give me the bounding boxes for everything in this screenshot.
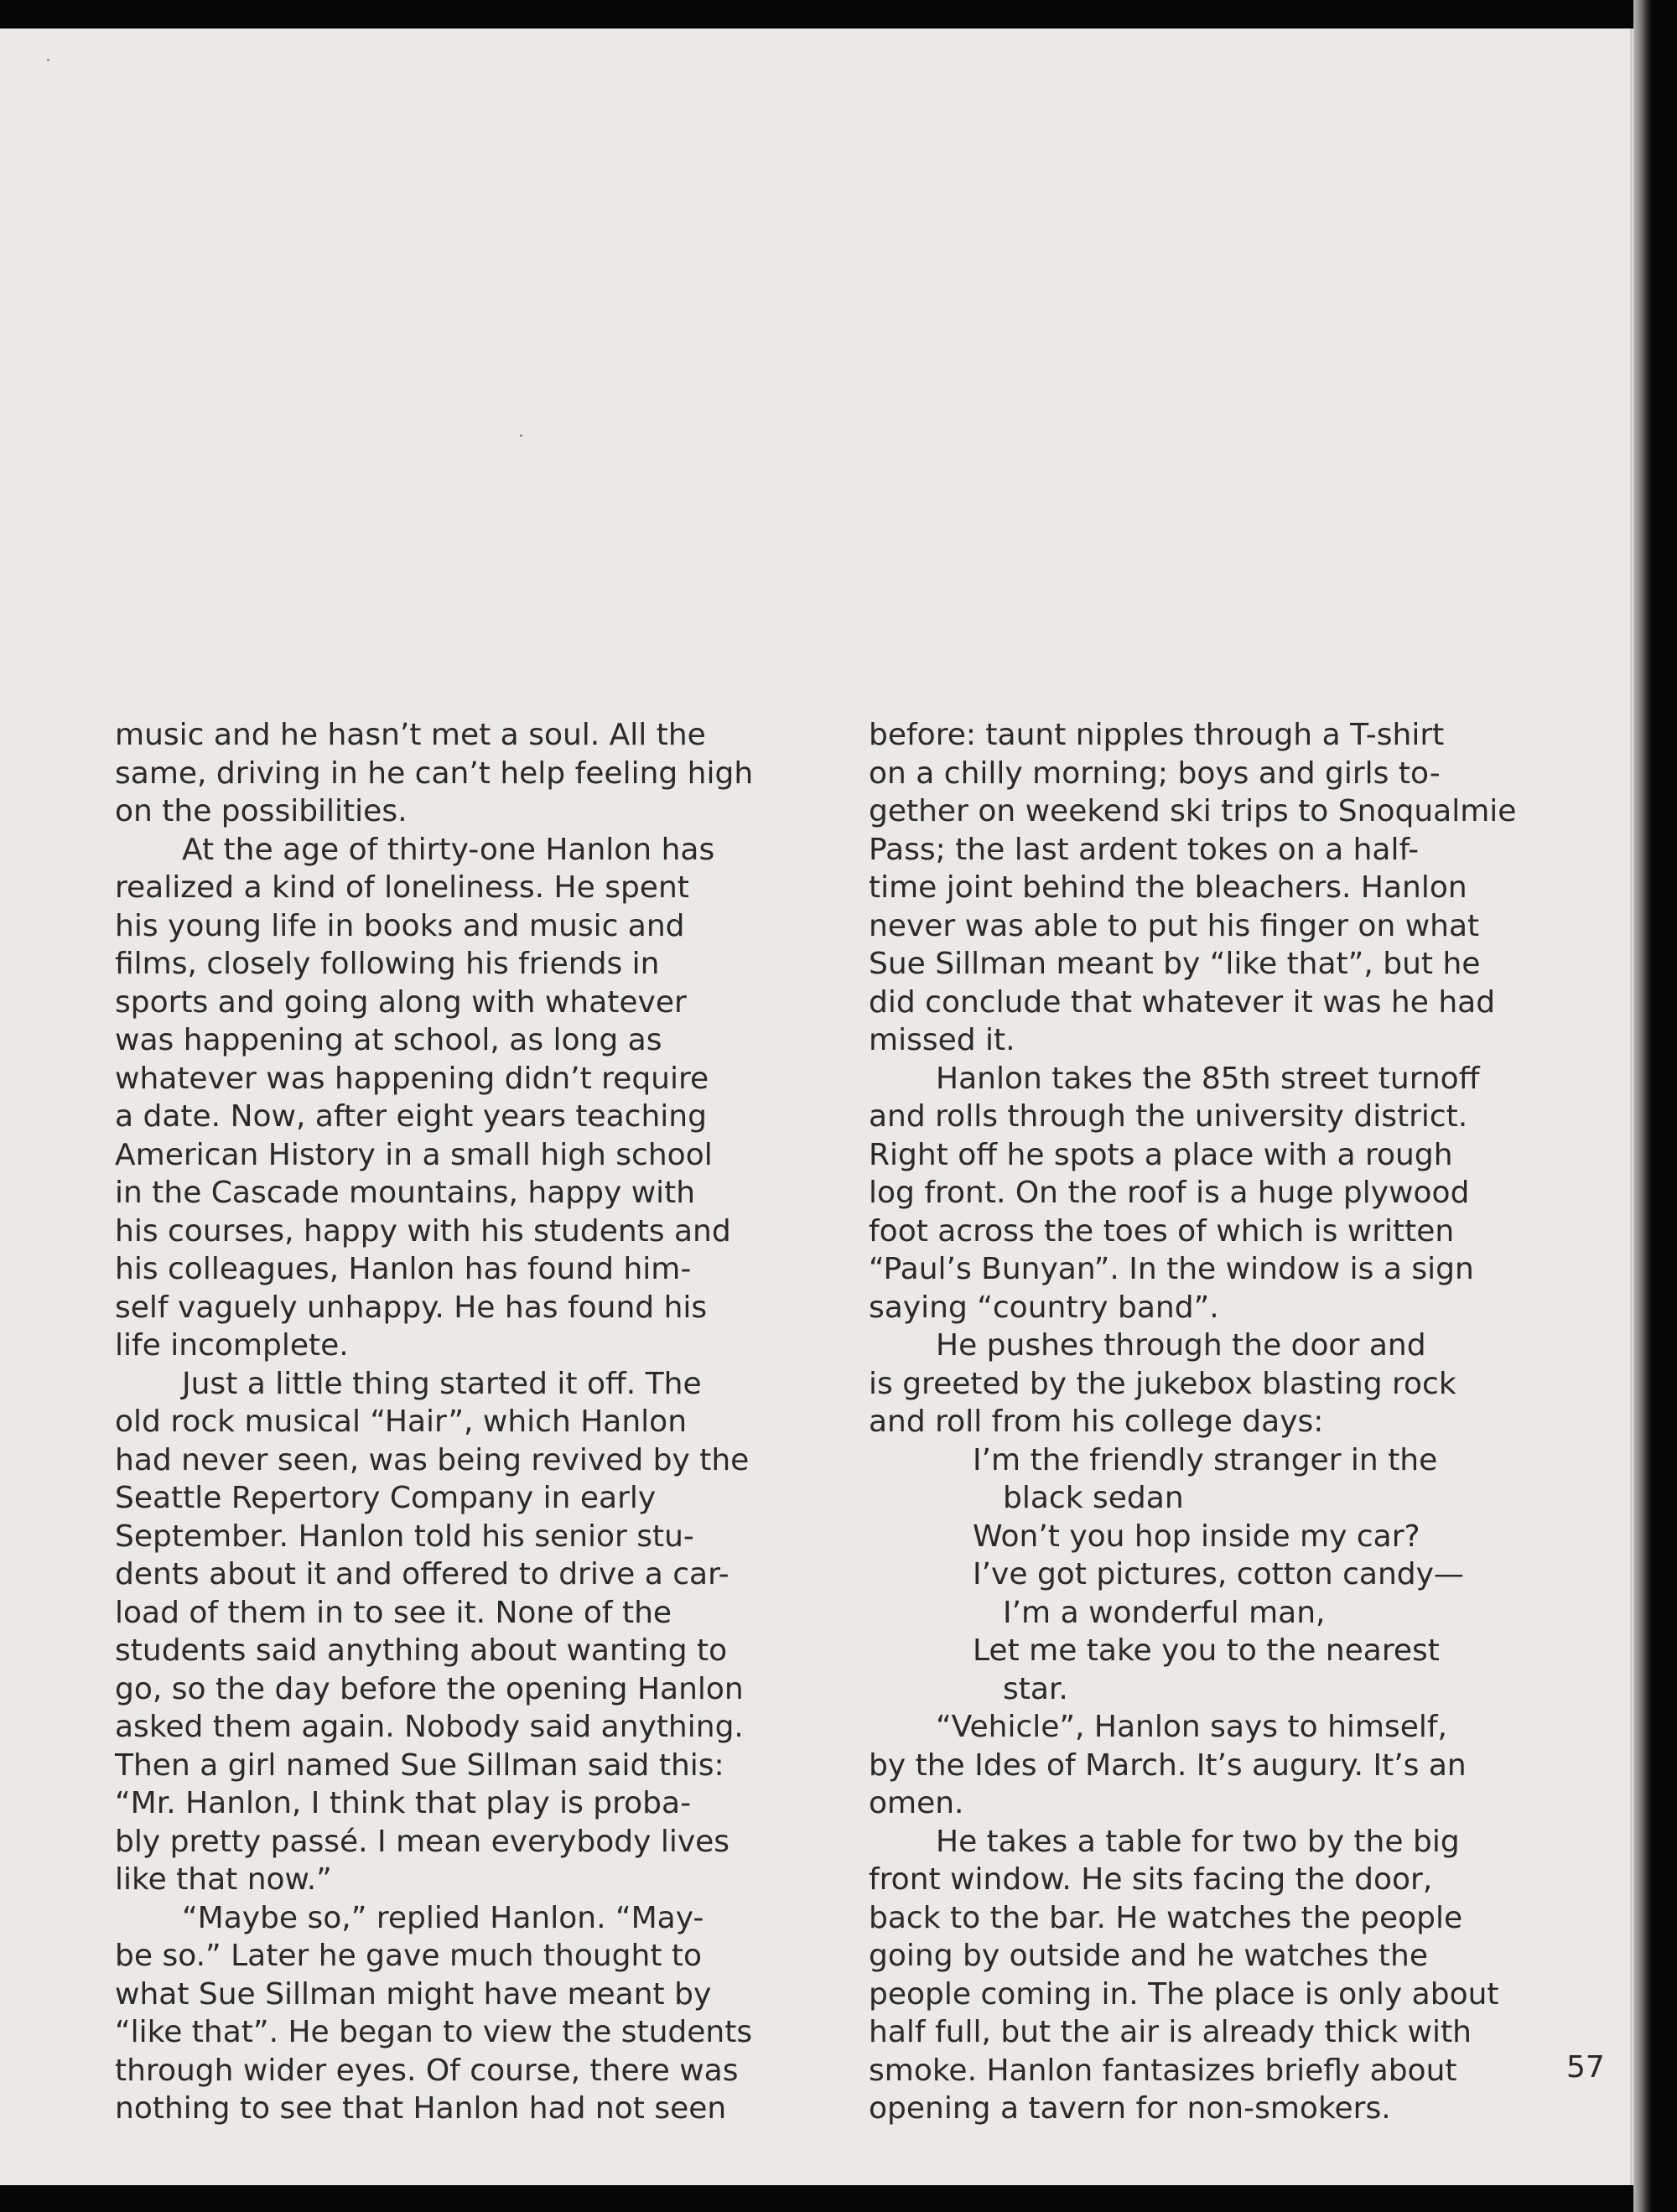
text-column-right xyxy=(869,716,1523,2128)
text-line: Hanlon takes the 85th street turnoff xyxy=(936,1061,1480,1096)
text-line: I’m the friendly stranger in the xyxy=(973,1442,1438,1477)
text-line: omen. xyxy=(869,1786,964,1820)
text-line: I’ve got pictures, cotton candy— xyxy=(973,1557,1464,1591)
text-line: people coming in. The place is only about xyxy=(869,1976,1499,2012)
text-line: his colleagues, Hanlon has found him- xyxy=(115,1252,692,1286)
text-line: I’m a wonderful man, xyxy=(1003,1595,1326,1630)
text-line: like that now.” xyxy=(115,1862,332,1897)
text-line: missed it. xyxy=(869,1023,1015,1057)
text-line: Won’t you hop inside my car? xyxy=(973,1519,1420,1554)
text-line: same, driving in he can’t help feeling high xyxy=(115,756,754,791)
text-line: Right off he spots a place with a rough xyxy=(869,1137,1453,1172)
text-line: star. xyxy=(1003,1671,1068,1706)
text-line: before: taunt nipples through a T-shirt xyxy=(869,718,1445,752)
text-line: At the age of thirty-one Hanlon has xyxy=(182,832,715,867)
page-number: 57 xyxy=(1566,2050,1605,2085)
page-edge xyxy=(1630,29,1633,2185)
text-line: smoke. Hanlon fantasizes briefly about xyxy=(869,2053,1457,2088)
text-line: front window. He sits facing the door, xyxy=(869,1862,1433,1897)
text-line: Let me take you to the nearest xyxy=(973,1633,1440,1668)
book-spine-shadow xyxy=(1633,0,1652,2212)
text-line: students said anything about wanting to xyxy=(115,1633,728,1668)
text-line: “Vehicle”, Hanlon says to himself, xyxy=(936,1710,1447,1744)
text-line: whatever was happening didn’t require xyxy=(115,1061,709,1096)
text-line: opening a tavern for non-smokers. xyxy=(869,2091,1391,2126)
text-line: American History in a small high school xyxy=(115,1137,713,1172)
text-line: never was able to put his finger on what xyxy=(869,908,1480,943)
text-line: old rock musical “Hair”, which Hanlon xyxy=(115,1405,688,1439)
text-line: load of them in to see it. None of the xyxy=(115,1595,672,1630)
text-line: log front. On the roof is a huge plywood xyxy=(869,1176,1470,1210)
page-sheet xyxy=(0,29,1640,2185)
text-line: “Maybe so,” replied Hanlon. “May- xyxy=(182,1900,704,1935)
text-line: bly pretty passé. I mean everybody lives xyxy=(115,1824,730,1859)
text-line: dents about it and offered to drive a car- xyxy=(115,1557,729,1591)
text-line: time joint behind the bleachers. Hanlon xyxy=(869,870,1467,905)
text-line: Sue Sillman meant by “like that”, but he xyxy=(869,947,1481,981)
text-line: He pushes through the door and xyxy=(936,1328,1426,1363)
text-line: realized a kind of loneliness. He spent xyxy=(115,870,689,905)
text-line: and roll from his college days: xyxy=(869,1405,1324,1439)
text-line: nothing to see that Hanlon had not seen xyxy=(115,2091,727,2126)
text-line: is greeted by the jukebox blasting rock xyxy=(869,1366,1456,1401)
text-line: asked them again. Nobody said anything. xyxy=(115,1710,744,1744)
text-line: by the Ides of March. It’s augury. It’s an xyxy=(869,1747,1467,1783)
text-line: gether on weekend ski trips to Snoqualmie xyxy=(869,794,1517,828)
text-line: be so.” Later he gave much thought to xyxy=(115,1939,703,1973)
text-line: a date. Now, after eight years teaching xyxy=(115,1099,707,1134)
text-line: go, so the day before the opening Hanlon xyxy=(115,1671,744,1706)
text-line: his young life in books and music and xyxy=(115,908,685,943)
text-line: and rolls through the university district. xyxy=(869,1099,1468,1134)
text-line: Pass; the last ardent tokes on a half- xyxy=(869,832,1420,867)
text-line: did conclude that whatever it was he had xyxy=(869,984,1496,1020)
text-line: Just a little thing started it off. The xyxy=(182,1366,702,1401)
text-line: September. Hanlon told his senior stu- xyxy=(115,1519,694,1554)
text-line: life incomplete. xyxy=(115,1328,349,1363)
text-line: Seattle Repertory Company in early xyxy=(115,1481,657,1515)
text-line: self vaguely unhappy. He has found his xyxy=(115,1290,708,1325)
text-line: half full, but the air is already thick with xyxy=(869,2015,1472,2049)
text-line: saying “country band”. xyxy=(869,1290,1219,1325)
text-line: music and he hasn’t met a soul. All the xyxy=(115,718,706,752)
paper-speck xyxy=(520,434,522,437)
text-line: through wider eyes. Of course, there was xyxy=(115,2053,739,2088)
text-line: his courses, happy with his students and xyxy=(115,1213,731,1249)
text-line: on a chilly morning; boys and girls to- xyxy=(869,756,1441,791)
text-line: was happening at school, as long as xyxy=(115,1023,662,1057)
text-line: going by outside and he watches the xyxy=(869,1939,1428,1973)
text-line: in the Cascade mountains, happy with xyxy=(115,1176,696,1210)
text-line: had never seen, was being revived by the xyxy=(115,1442,750,1477)
text-line: “Paul’s Bunyan”. In the window is a sign xyxy=(869,1252,1474,1286)
text-line: He takes a table for two by the big xyxy=(936,1824,1460,1859)
text-line: foot across the toes of which is written xyxy=(869,1213,1455,1249)
text-line: what Sue Sillman might have meant by xyxy=(115,1976,712,2012)
text-line: back to the bar. He watches the people xyxy=(869,1900,1463,1935)
text-line: films, closely following his friends in xyxy=(115,947,660,981)
text-line: on the possibilities. xyxy=(115,794,408,828)
text-line: Then a girl named Sue Sillman said this: xyxy=(115,1747,724,1783)
text-line: “like that”. He began to view the students xyxy=(115,2015,753,2049)
text-line: black sedan xyxy=(1003,1481,1184,1515)
text-column-left xyxy=(115,716,769,2128)
text-line: sports and going along with whatever xyxy=(115,984,687,1020)
paper-speck xyxy=(47,59,49,61)
text-line: “Mr. Hanlon, I think that play is proba- xyxy=(115,1786,692,1820)
